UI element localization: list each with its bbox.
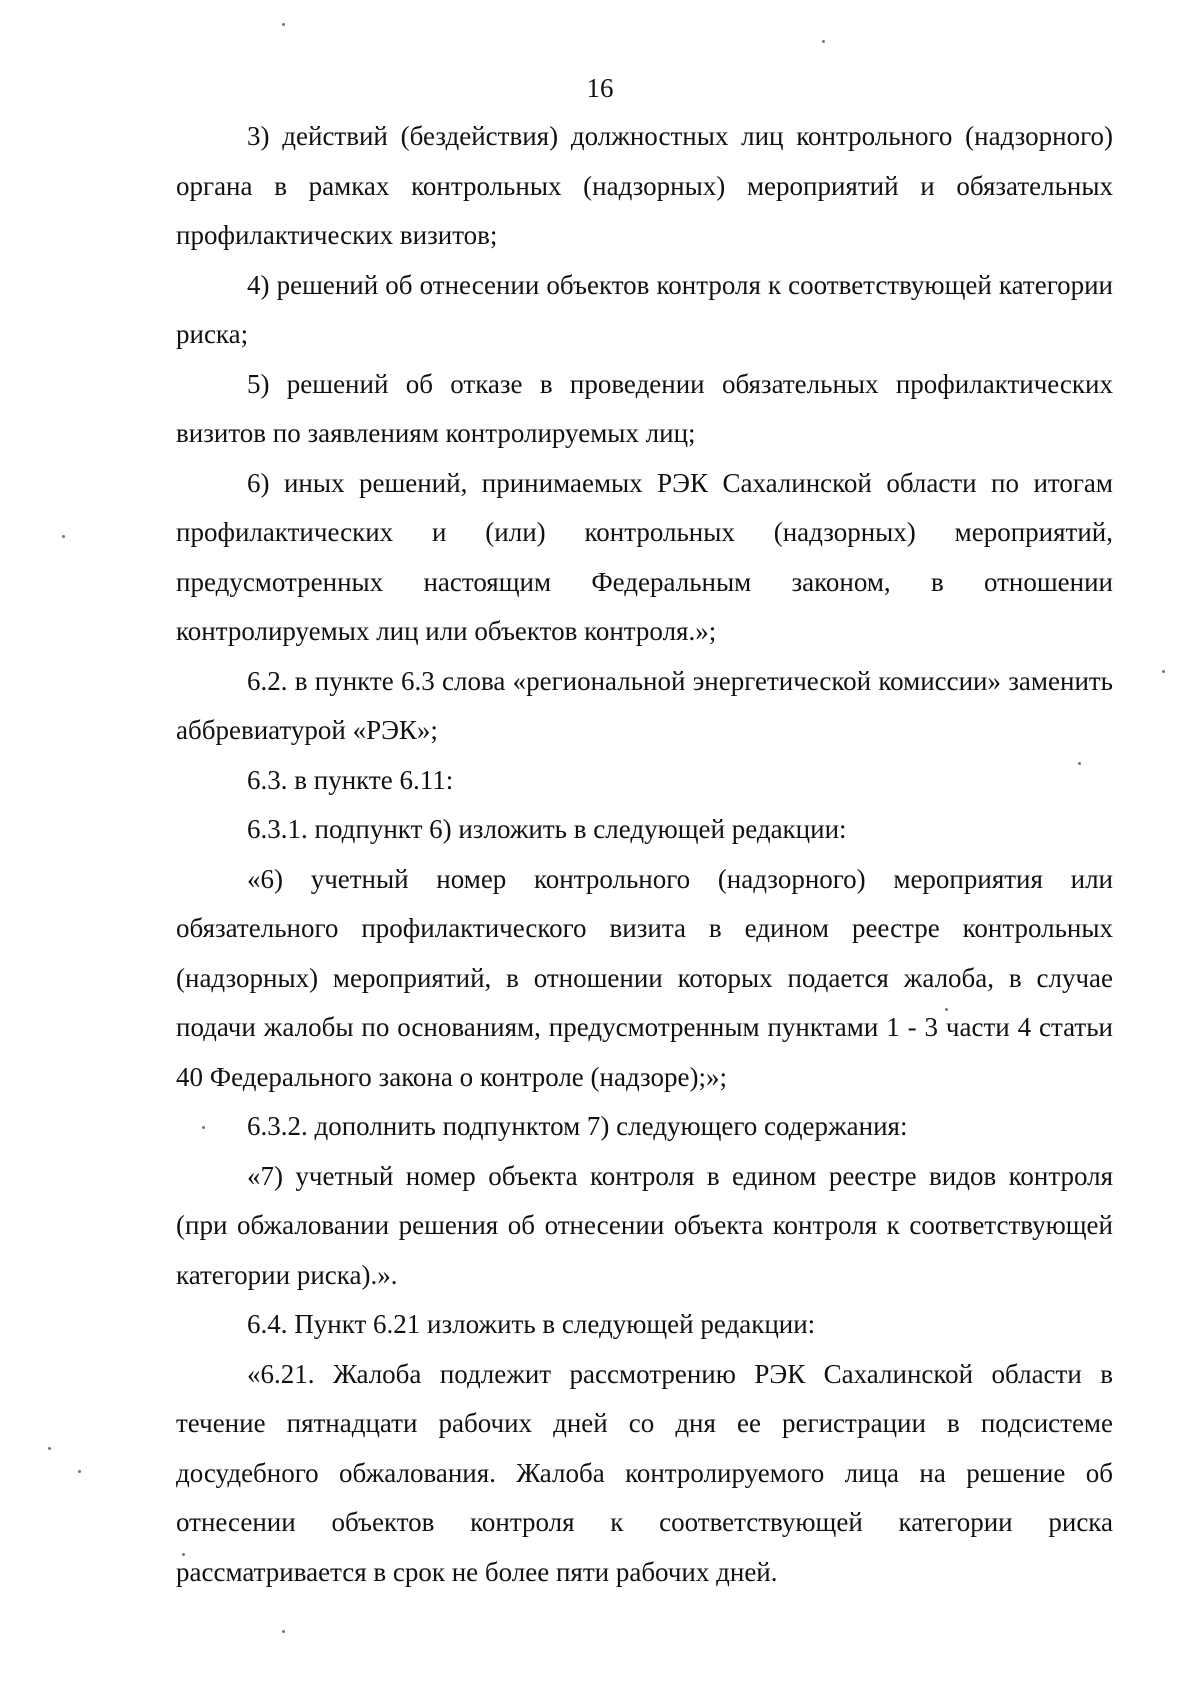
- page-number: 16: [586, 73, 614, 103]
- scan-speck: [48, 1447, 51, 1450]
- scan-speck: [822, 40, 825, 43]
- scan-speck: [1162, 670, 1165, 673]
- scan-speck: [182, 1553, 185, 1556]
- paragraph-item-3: 3) действий (бездействия) должностных лиц контрольного (надзорного) органа в рамках контрольных (надзорных) мероприятий и обязательных профилактических визитов;: [176, 121, 1113, 250]
- paragraph-item-5: 5) решений об отказе в проведении обязательных профилактических визитов по заявлениям контролируемых лиц;: [176, 368, 1113, 448]
- scan-speck: [282, 1630, 285, 1633]
- paragraph-item-6: 6) иных решений, принимаемых РЭК Сахалинской области по итогам профилактических и (или) контрольных (надзорных) мероприятий, предусмотренных настоящим Федеральным законом, в отношении контролируемых лиц или объектов контроля.»;: [176, 467, 1113, 646]
- scan-speck: [202, 1126, 205, 1129]
- scan-speck: [78, 1470, 81, 1473]
- paragraph-6-4: 6.4. Пункт 6.21 изложить в следующей редакции:: [247, 1309, 816, 1339]
- paragraph-item-4: 4) решений об отнесении объектов контроля к соответствующей категории риска;: [176, 269, 1113, 349]
- paragraph-6-3: 6.3. в пункте 6.11:: [247, 764, 454, 795]
- scan-speck: [1078, 762, 1081, 765]
- document-body: [176, 112, 1113, 1597]
- paragraph-6-3-1: 6.3.1. подпункт 6) изложить в следующей редакции:: [247, 814, 847, 844]
- scan-speck: [945, 1008, 948, 1011]
- paragraph-quote-7: «7) учетный номер объекта контроля в едином реестре видов контроля (при обжаловании решения об отнесении объекта контроля к соответствующей категории риска).».: [176, 1160, 1113, 1290]
- paragraph-6-3-2: 6.3.2. дополнить подпунктом 7) следующего содержания:: [247, 1111, 908, 1141]
- scan-speck: [62, 535, 65, 538]
- paragraph-quote-6: «6) учетный номер контрольного (надзорного) мероприятия или обязательного профилактического визита в едином реестре контрольных (надзорных) мероприятий, в отношении которых подается жалоба, в случае подачи жалобы по основаниям, предусмотренным пунктами 1 - 3 части 4 статьи 40 Федерального закона о контроле (надзоре);»;: [176, 863, 1113, 1092]
- paragraph-6-2: 6.2. в пункте 6.3 слова «региональной энергетической комиссии» заменить аббревиатурой «РЭК»;: [176, 665, 1113, 745]
- paragraph-quote-6-21: «6.21. Жалоба подлежит рассмотрению РЭК Сахалинской области в течение пятнадцати рабочих дней со дня ее регистрации в подсистеме досудебного обжалования. Жалоба контролируемого лица на решение об отнесении объектов контроля к соответствующей категории риска рассматривается в срок не более пяти рабочих дней.: [176, 1358, 1113, 1587]
- scan-speck: [282, 23, 285, 26]
